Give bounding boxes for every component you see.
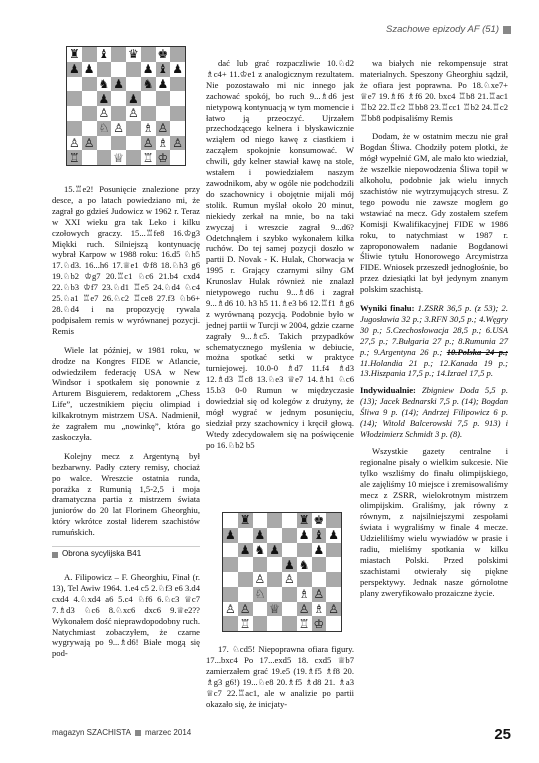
board-square bbox=[67, 106, 82, 121]
board-square: ♜ bbox=[68, 47, 80, 62]
board-square: ♚ bbox=[313, 513, 325, 528]
board-square bbox=[111, 47, 126, 62]
board-square bbox=[282, 528, 297, 543]
board-square: ♗ bbox=[298, 587, 310, 602]
board-square: ♟ bbox=[113, 76, 124, 91]
board-square: ♙ bbox=[83, 135, 95, 150]
board-square bbox=[326, 513, 341, 528]
game-end-paragraph: wa białych nie rekompensuje strat materialnych. Speszony Gheorghiu sądził, że ofiara jest poprawna. Po 18.♘xe7+ ♕e7 19.♗f6 ♗f6 20. bxc4 ♖b8 21.♖ac1 ♖b2 22.♖c2 ♖bb8 23.♖cc1 ♖b2 24.♖c2 ♖bb8 podpisaliśmy Remis bbox=[360, 58, 508, 123]
board-square: ♗ bbox=[157, 135, 169, 150]
board-square bbox=[82, 91, 97, 106]
board-square: ♙ bbox=[68, 135, 80, 150]
board-square bbox=[253, 602, 268, 617]
board-square bbox=[141, 91, 156, 106]
board-square bbox=[223, 513, 238, 528]
board-square bbox=[297, 543, 312, 558]
board-square bbox=[223, 572, 238, 587]
board-square bbox=[170, 150, 185, 165]
individual-results-text: Zbigniew Doda 5,5 p. (13); Jacek Bednarski 7,5 p. (14); Bogdan Śliwa 9 p. (14); Andrzej Filipowicz 6 p. (14); Witold Balcerowski 7,5 p. 913) i Włodzimierz Schmidt 3 p. (8). bbox=[360, 385, 508, 439]
board-square bbox=[111, 136, 126, 151]
board-square bbox=[156, 91, 171, 106]
board-square bbox=[126, 77, 141, 92]
column-3 bbox=[360, 58, 508, 607]
success-paragraph: Wszystkie gazety centralne i regionalne pisały o wielkim sukcesie. Nie tylko wszliśmy do finału olimpijskiego, ale zajęliśmy 10 miejsce i zremisowaliśmy mecz z ZSRR, wielokrotnym mistrzem olimpijskim. Graliśmy, jak równy z równym, z najsilniejszymi zespołami świata i wygraliśmy w finale 4 mecze. Udzieliliśmy wielu wywiadów w prasie i radiu, mieliśmy spotkania w kilku miastach Polski. Przed polskimi szachistami otwierały się piękne perspektywy. Jednak nasze górnolotne plany zweryfikowało prozaiczne życie. bbox=[360, 445, 508, 598]
individual-results-label: Indywidualnie: bbox=[360, 385, 416, 396]
board-square bbox=[253, 557, 268, 572]
board-square: ♟ bbox=[239, 542, 251, 557]
board-square bbox=[111, 106, 126, 121]
final-results-a: 1.ZSRR 36,5 p. (z 53); 2. Jugosławia 32 p.; 3.RFN 30,5 p.; 4.Węgry 30 p.; 5.Czechosłowacja 28,5 p.; 6.USA 27,5 p.; 7.Bułgaria 27 p.; 8.Rumunia 27 p.; 9.Argentyna 26 p.; bbox=[360, 303, 508, 357]
board-square: ♞ bbox=[142, 76, 154, 91]
board-square bbox=[170, 91, 185, 106]
board-square: ♕ bbox=[113, 150, 124, 165]
board-square: ♟ bbox=[83, 62, 95, 77]
footer-square-icon bbox=[135, 730, 141, 736]
board-square: ♖ bbox=[298, 616, 310, 631]
board-square: ♟ bbox=[298, 528, 310, 543]
board-square: ♟ bbox=[98, 91, 110, 106]
board-square: ♘ bbox=[98, 121, 110, 136]
opening-label bbox=[52, 546, 200, 562]
board-square: ♝ bbox=[313, 528, 325, 543]
board-square bbox=[282, 616, 297, 631]
game-commentary-paragraph: dać lub grać rozpaczliwie 10.♘d2 ♗c4+ 11.♔e1 z analogicznym rezultatem. Nie pozostawało mi nic innego jak zachować spokój, bo ruch 9...♗d6 jest nietypową kontynuacją w tym momencie i łatwo ją przeoczyć. Ujrzałem przechodzącego kelnera i błyskawicznie wziąłem od niego kawę z ciastkiem i zacząłem spokojnie konsumować. W chwili, gdy kelner stawiał kawę na stole, wstałem i powiedziałem naszym zawodnikom, aby w ogóle nie podchodzili do szachownicy i obojętnie mijali mój stolik. Rumun myślał około 20 minut, niekiedy zerkał na mnie, bo na taki zwyczaj i wreszcie zagrał 9...d6? Odetchnąłem i szybko wykonałem kilka ruchów. Do tej samej pozycji doszło w partii D. Novak - K. Hulak, Chorwacja w 1995 r. Grający czarnymi silny GM Krunoslav Hulak również nie znalazł nietypowego ruchu 9...♗d6 i zagrał 9...♗d6 10. h3 h5 11.♗e3 b6 12.♖f1 ♗g6 z wyrównaną pozycją. Podobnie było w jednej partii w Turcji w 2004, gdzie czarne zagrały 9...♗c5. Takich przypadków schematycznego myślenia w debiucie, można spotkać setki w praktyce turniejowej. 10.0-0 ♗d7 11.f4 ♗d3 12.♗d3 ♖c8 13.♘e3 ♕e7 14.♗h1 ♘c6 15.b3 0-0 Rumun w międzyczasie dowiedział się od kolegów z drużyny, że mógł wygrać w jednym posunięciu, siedział przy szachownicy i kręcił głową. Wtedy zdecydowałem się na poświęcenie po 16.♘b2 b5 bbox=[206, 58, 354, 450]
board-square bbox=[223, 587, 238, 602]
board-square bbox=[82, 121, 97, 136]
board-square bbox=[126, 121, 141, 136]
board-square: ♙ bbox=[298, 601, 310, 616]
board-square bbox=[82, 106, 97, 121]
board-square bbox=[238, 528, 253, 543]
board-square: ♟ bbox=[269, 542, 280, 557]
board-square: ♛ bbox=[127, 47, 139, 62]
board-square bbox=[170, 121, 185, 136]
board-square: ♜ bbox=[298, 513, 310, 528]
column-1 bbox=[52, 184, 200, 667]
board-square: ♟ bbox=[224, 528, 236, 543]
board-square: ♟ bbox=[313, 542, 325, 557]
board-square: ♔ bbox=[313, 616, 325, 631]
board-square bbox=[67, 91, 82, 106]
board-square: ♟ bbox=[127, 91, 139, 106]
board-square: ♜ bbox=[239, 513, 251, 528]
game-header-paragraph: A. Filipowicz – F. Gheorghiu, Finał (r. 13), Tel Awiw 1964. 1.e4 c5 2.♘f3 e6 3.d4 cxd4 4.♘xd4 a6 5.c4 ♘f6 6.♘c3 ♕c7 7.♗d3 ♘c6 8.♘xc6 dxc6 9.♕e2?? Wykonałem dość nieprawdopodobny ruch. Natychmiast zobaczyłem, że czarne wygrywają po 9...♗d6! Białe mogą się pod- bbox=[52, 572, 200, 659]
board-square bbox=[223, 557, 238, 572]
board-square: ♙ bbox=[283, 572, 295, 587]
opening-square-icon bbox=[52, 552, 58, 558]
board-square: ♙ bbox=[127, 106, 139, 121]
board-square: ♔ bbox=[157, 150, 169, 165]
board-square: ♖ bbox=[68, 150, 80, 165]
board-square: ♙ bbox=[224, 601, 236, 616]
board-square: ♙ bbox=[98, 106, 110, 121]
board-square: ♞ bbox=[254, 542, 266, 557]
board-square bbox=[82, 77, 97, 92]
board-square bbox=[253, 513, 268, 528]
board-square bbox=[97, 150, 112, 165]
board-square bbox=[282, 602, 297, 617]
chess-diagram-1 bbox=[66, 46, 186, 166]
final-results-b: 11.Holandia 21 p.; 12.Kanada 19 p.; 13.Hiszpania 17,5 p.; 14.Izrael 17,5 p. bbox=[360, 357, 508, 379]
page-number: 25 bbox=[494, 726, 511, 743]
board-square: ♖ bbox=[239, 616, 251, 631]
board-square bbox=[253, 616, 268, 631]
sacrifice-paragraph: 17. ♘cd5! Niepoprawna ofiara figury. 17...bxc4 Po 17...exd5 18. cxd5 ♕b7 zamierzałem grać 19.e5 (19.♗f5 ♗f8 20. ♗g3 g6!) 19...♘e8 20.♗f5 ♗d8 21. ♗a3 ♕c7 22.♖ac1, ale w analizie po partii okazało się, że inicjaty- bbox=[206, 644, 354, 709]
board-square bbox=[267, 587, 282, 602]
board-square bbox=[297, 572, 312, 587]
opening-text: Obrona sycylijska B41 bbox=[62, 549, 142, 559]
board-square: ♗ bbox=[313, 601, 325, 616]
board-square bbox=[326, 557, 341, 572]
board-square bbox=[282, 543, 297, 558]
final-results-label: Wyniki finału: bbox=[360, 303, 415, 314]
board-square bbox=[267, 616, 282, 631]
column-2 bbox=[206, 58, 354, 459]
board-square bbox=[82, 47, 97, 62]
board-square: ♟ bbox=[68, 62, 80, 77]
board-square bbox=[267, 572, 282, 587]
individual-results bbox=[360, 385, 508, 440]
board-square bbox=[126, 150, 141, 165]
footer bbox=[52, 728, 191, 737]
board-square: ♙ bbox=[313, 587, 325, 602]
board-square: ♘ bbox=[254, 587, 266, 602]
board-square: ♙ bbox=[328, 601, 339, 616]
board-square: ♟ bbox=[328, 528, 339, 543]
board-square bbox=[282, 587, 297, 602]
board-square: ♞ bbox=[98, 76, 110, 91]
running-header bbox=[386, 24, 511, 35]
board-square: ♙ bbox=[239, 601, 251, 616]
column-2-bottom bbox=[206, 644, 354, 717]
footer-magazine: magazyn SZACHISTA bbox=[52, 728, 131, 737]
board-square bbox=[156, 106, 171, 121]
board-square: ♗ bbox=[142, 121, 154, 136]
board-square: ♝ bbox=[98, 47, 110, 62]
board-square: ♖ bbox=[142, 150, 154, 165]
board-square bbox=[282, 513, 297, 528]
board-square bbox=[170, 47, 185, 62]
board-square: ♕ bbox=[269, 601, 280, 616]
board-square bbox=[67, 77, 82, 92]
board-square bbox=[238, 587, 253, 602]
board-square bbox=[326, 587, 341, 602]
board-square: ♙ bbox=[157, 121, 169, 136]
board-square bbox=[312, 572, 327, 587]
chess-diagram-2 bbox=[222, 512, 342, 632]
final-results-poland: 10.Polska 24 p.; bbox=[446, 346, 508, 357]
board-square bbox=[97, 62, 112, 77]
board-square bbox=[312, 557, 327, 572]
board-square bbox=[326, 616, 341, 631]
board-square: ♙ bbox=[172, 135, 183, 150]
board-square: ♙ bbox=[254, 572, 266, 587]
board-square: ♞ bbox=[298, 557, 310, 572]
board-square bbox=[238, 572, 253, 587]
paragraph-atlanta: Wiele lat później, w 1981 roku, w drodze na Kongres FIDE w Atlancie, odwiedziłem federację USA w New Windsor i spotkałem się ponownie z Arturem Bisguierem, redaktorem „Chess Life”, uczestnikiem pięciu olimpiad i kilkakrotnym mistrzem USA. Nadmienił, że zagrałem mu „nowinkę”, która go zaskoczyła. bbox=[52, 344, 200, 442]
board-square bbox=[97, 136, 112, 151]
board-square: ♟ bbox=[172, 62, 183, 77]
board-square: ♙ bbox=[113, 121, 124, 136]
final-results bbox=[360, 303, 508, 379]
board-square bbox=[238, 557, 253, 572]
board-square: ♙ bbox=[142, 135, 154, 150]
board-square: ♝ bbox=[157, 62, 169, 77]
board-square bbox=[170, 106, 185, 121]
header-title: Szachowe epizody AF (51) bbox=[385, 24, 499, 35]
results-block bbox=[360, 303, 508, 440]
board-square bbox=[326, 543, 341, 558]
board-square bbox=[267, 513, 282, 528]
board-square bbox=[170, 77, 185, 92]
board-square bbox=[267, 528, 282, 543]
board-square: ♟ bbox=[142, 62, 154, 77]
paragraph-argentina: Kolejny mecz z Argentyną był bezbarwny. Padły cztery remisy, chociaż po walce. Wreszcie ostatnia runda, porażka z Rumunią 1,5-2,5 i moja dramatyczna partia z mistrzem świata juniorów do 20 lat Florinem Gheorghiu, który wkrótce został liderem szachistów rumuńskich. bbox=[52, 450, 200, 538]
board-square bbox=[126, 62, 141, 77]
board-square bbox=[141, 47, 156, 62]
sliwa-paragraph: Dodam, że w ostatnim meczu nie grał Bogdan Śliwa. Chodziły potem plotki, że mógł wypełnić GM, ale mało kto wiedział, że wszelkie niepowodzenia Śliwa topił w alkoholu, podobnie jak wielu innych szachistów nie wytrzymujących stresu. Z tego powodu nie zawsze mogłem go wstawiać na mecz. Gdy zostałem szefem Komisji Kwalifikacyjnej FIDE w 1986 roku, to natychmiast w 1987 r. zaproponowałem nadanie Bogdanowi Śliwie tytułu Honorowego Arcymistrza FIDE. Wniosek przeszedł jednogłośnie, bo przez dziesiątki lat był jedynym znanym polskim szachistą. bbox=[360, 131, 508, 295]
board-square: ♟ bbox=[254, 528, 266, 543]
footer-issue: marzec 2014 bbox=[144, 728, 192, 737]
board-square bbox=[111, 62, 126, 77]
board-square bbox=[267, 557, 282, 572]
board-square: ♟ bbox=[283, 557, 295, 572]
game-notes-paragraph: 15.♖e2! Posunięcie znalezione przy desce, a po latach powiedziano mi, że zagrał go gdzieś Judowicz w 1962 r. Teraz w XXI wieku gra tak Leko i kilku czołowych graczy. 15...♖fe8 16.♔g3 Miękki ruch. Silniejszą kontynuację wybrał Karpow w 1988 roku: 16.d5 ♘h5 17.♘d3. 16...h6 17.♕e1 ♔f8 18.♘h3 g6 19.♘b2 ♔g7 20.♖c1 ♘c6 21.b4 cxd4 22.♘b3 ♔f7 23.♘d1 ♖e5 24.♘d4 ♘c4 25.♘a1 ♖e7 26.♘c2 ♖ce8 27.f3 ♘b6+ 28.♘d4 i na propozycję rywala podpisałem remis w wyrównanej pozycji. Remis bbox=[52, 184, 200, 336]
board-square bbox=[126, 136, 141, 151]
board-square bbox=[141, 106, 156, 121]
board-square bbox=[223, 616, 238, 631]
header-square-icon bbox=[503, 26, 511, 34]
board-square bbox=[223, 543, 238, 558]
board-square bbox=[82, 150, 97, 165]
board-square: ♚ bbox=[157, 47, 169, 62]
board-square bbox=[111, 91, 126, 106]
board-square bbox=[326, 572, 341, 587]
board-square bbox=[67, 121, 82, 136]
board-square: ♟ bbox=[157, 76, 169, 91]
